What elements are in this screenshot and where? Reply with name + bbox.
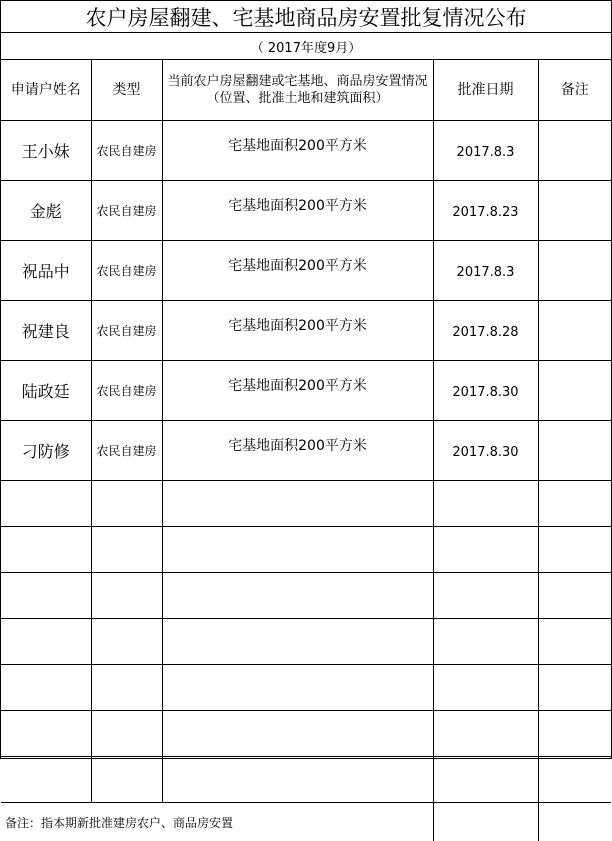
header-date: 批准日期	[433, 60, 538, 121]
cell-name: 刁防修	[1, 421, 91, 481]
header-desc: 当前农户房屋翻建或宅基地、商品房安置情况（位置、批准土地和建筑面积）	[162, 60, 433, 121]
cell-area: 宅基地面积200平方米	[162, 241, 433, 301]
cell-name: 金彪	[1, 181, 91, 241]
header-name: 申请户姓名	[1, 60, 91, 121]
table-row	[1, 181, 611, 241]
cell-date: 2017.8.3	[433, 121, 538, 181]
cell-area: 宅基地面积200平方米	[162, 181, 433, 241]
cell-area: 宅基地面积200平方米	[162, 301, 433, 361]
cell-date: 2017.8.30	[433, 421, 538, 481]
cell-name: 王小妹	[1, 121, 91, 181]
cell-type: 农民自建房	[91, 421, 162, 481]
footer-note: 备注：指本期新批准建房农户、商品房安置	[1, 803, 433, 841]
cell-date: 2017.8.30	[433, 361, 538, 421]
cell-name: 祝建良	[1, 301, 91, 361]
empty-row	[1, 711, 611, 757]
cell-date: 2017.8.3	[433, 241, 538, 301]
header-remark: 备注	[538, 60, 611, 121]
approval-table	[1, 60, 611, 841]
page-title: 农户房屋翻建、宅基地商品房安置批复情况公布	[1, 1, 611, 33]
empty-row	[1, 665, 611, 711]
cell-area: 宅基地面积200平方米	[162, 121, 433, 181]
empty-row	[1, 757, 611, 803]
cell-remark	[538, 361, 611, 421]
cell-name: 祝品中	[1, 241, 91, 301]
cell-remark	[538, 121, 611, 181]
page-subtitle: （ 2017年度9月）	[1, 33, 611, 60]
footer-row	[1, 803, 611, 841]
empty-row	[1, 481, 611, 527]
cell-remark	[538, 181, 611, 241]
cell-area: 宅基地面积200平方米	[162, 361, 433, 421]
cell-remark	[538, 241, 611, 301]
cell-date: 2017.8.28	[433, 301, 538, 361]
table-row	[1, 301, 611, 361]
cell-area: 宅基地面积200平方米	[162, 421, 433, 481]
cell-type: 农民自建房	[91, 301, 162, 361]
cell-date: 2017.8.23	[433, 181, 538, 241]
table-row	[1, 241, 611, 301]
cell-remark	[538, 301, 611, 361]
header-type: 类型	[91, 60, 162, 121]
cell-remark	[538, 421, 611, 481]
table-row	[1, 121, 611, 181]
cell-name: 陆政廷	[1, 361, 91, 421]
table-header-row	[1, 60, 611, 121]
cell-type: 农民自建房	[91, 241, 162, 301]
table-row	[1, 421, 611, 481]
table-row	[1, 361, 611, 421]
empty-row	[1, 619, 611, 665]
cell-type: 农民自建房	[91, 181, 162, 241]
cell-type: 农民自建房	[91, 121, 162, 181]
empty-row	[1, 573, 611, 619]
cell-type: 农民自建房	[91, 361, 162, 421]
empty-row	[1, 527, 611, 573]
